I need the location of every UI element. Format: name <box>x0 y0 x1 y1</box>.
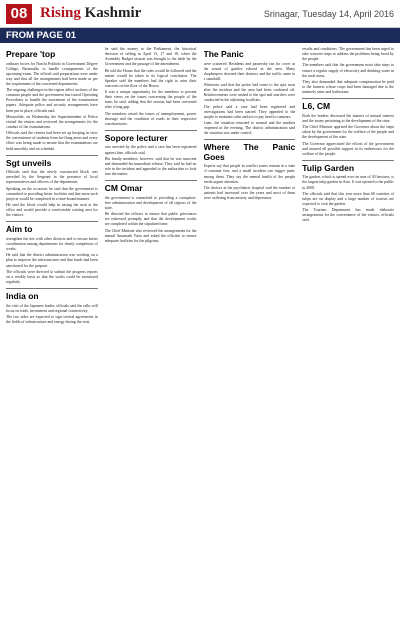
article-paragraph: Both the leaders discussed the matters of mutual interest and the issues pertaining to the development of the state. <box>302 113 394 123</box>
article <box>6 225 98 285</box>
article <box>105 134 197 177</box>
article-paragraph: was arrested by the police and a case has been registered against him, officials said. <box>104 145 197 155</box>
article <box>204 50 296 136</box>
dateline: Srinagar, Tuesday 14, April 2016 <box>263 8 394 19</box>
article <box>6 159 98 219</box>
article-paragraph: Experts say that people in conflict zones remain in a state of constant fear, and a small incident can trigger panic among them. They say the mental health of the people needs urgent attention. <box>203 164 296 184</box>
article-paragraph: The ongoing challenges in the region affect sections of the common people and the government has issued Operating Procedures to handle the movement of the examination papers. Adequate police and security arrangements have been put in place, officials said. <box>6 88 98 113</box>
article-paragraph: His family members, however, said that he was innocent and demanded his immediate release. They said he had no role in the incident and appealed to the authorities to look into the matter. <box>104 156 197 177</box>
article-paragraph: The police said a case had been registered and investigations had been started. They appealed to the people to maintain calm and not to pay heed to rumours. <box>203 104 296 119</box>
article-paragraph: He said that the district administration was working on a plan to improve the infrastructure and that funds had been sanctioned for the purpose. <box>6 253 98 268</box>
brand-logo <box>40 5 141 22</box>
article-paragraph: The officials said that this year more than 60 varieties of tulips are on display and a large number of tourists are expected to visit the garden. <box>302 191 394 206</box>
article-separator <box>105 130 197 131</box>
article-paragraph: He told the House that the rules would be followed and the matter would be taken to its logical conclusion. The Speaker said the members had the right to raise their concerns on the floor of the House. <box>104 68 197 88</box>
article-separator <box>302 160 394 161</box>
article-headline: Prepare 'top <box>6 49 56 59</box>
article-separator <box>6 288 98 289</box>
article-separator <box>302 98 394 99</box>
column-2 <box>105 47 197 642</box>
article <box>302 102 394 157</box>
article-paragraph: were scattered. Residents and passersby ran for cover as the sound of gunfire echoed in the area. Many shopkeepers downed their shutters and the traffic came to a standstill. <box>203 61 296 81</box>
article-paragraph: They also demanded that adequate compensation be paid to the farmers whose crops had been damaged due to the untimely rains and hailstorms. <box>302 79 394 95</box>
article-paragraph: Speaking on the occasion, he said that the government is committed to providing better facilities and that more such projects would be completed in a time-bound manner. <box>6 186 98 201</box>
article-separator <box>204 139 296 140</box>
article-paragraph: The garden, which is spread over an area of 30 hectares, is the largest tulip garden in Asia. It was opened to the public in 2008. <box>302 175 394 190</box>
article <box>302 47 394 95</box>
article-headline: Tulip Garden <box>302 162 355 173</box>
article-paragraph: the government is committed to providing a corruption-free administration and development of all regions of the state. <box>104 195 197 210</box>
article-paragraph: The doctors at the psychiatric hospital said the number of patients had increased over the years and most of them were suffering from anxiety and depression. <box>203 185 296 201</box>
article-paragraph: Officials said that the newly constructed block was unveiled by the Sergeant in the presence of local representatives and officers of the department. <box>6 170 98 185</box>
article-paragraph: The Tourism Department has made elaborate arrangements for the convenience of the visitors, officials said. <box>302 208 394 223</box>
section-title-text: FROM PAGE 01 <box>6 30 77 41</box>
article-headline: The Panic <box>203 49 244 59</box>
article-paragraph: strengthen the ties with other districts and to ensure better coordination among departments for timely completion of works. <box>6 236 98 252</box>
section-title <box>0 28 400 43</box>
article-paragraph: He said the block would help in easing the rush at the office and would provide a comfortable waiting area for the visitors. <box>6 203 98 218</box>
article <box>204 143 296 201</box>
article-headline: India on <box>6 291 39 302</box>
columns <box>0 43 400 642</box>
article-paragraph: The Governor appreciated the efforts of the government and assured all possible support in its endeavours for the welfare of the people. <box>302 141 394 156</box>
article <box>105 47 197 127</box>
article-paragraph: Witnesses said that the police had come to the spot soon after the incident and the area had been cordoned off. Reinforcements were rushed to the spot and searches were conducted in the adjoining localities. <box>203 83 296 103</box>
article <box>302 164 394 224</box>
article-paragraph: ordinary boxes for Narchi Pokhalo in Government Degree College, Baramulla, to handle consignments of the upcoming exam. The official said preparations were under way and that all the arrangements had been made as per the requirement of the concerned departments. <box>6 61 98 86</box>
article-paragraph: the visit of the Japanese leader, officials said the talks will focus on trade, investment and regional connectivity. <box>6 303 98 313</box>
article <box>105 184 197 244</box>
article-paragraph: Meanwhile, on Wednesday the Superintendent of Police visited the centres and reviewed the arrangements for the conduct of the examinations. <box>6 114 98 129</box>
article-separator <box>6 221 98 222</box>
article <box>6 292 98 325</box>
article-headline: CM Omar <box>104 183 143 194</box>
article-paragraph: The two sides are expected to sign several agreements in the fields of infrastructure and energy during the visit. <box>6 314 98 325</box>
article-paragraph: Later, the situation returned to normal and the markets reopened in the evening. The district administration said the situation was under control. <box>203 121 296 136</box>
article-headline: L6, CM <box>302 101 331 112</box>
article-headline: Where The Panic Goes <box>203 142 296 162</box>
masthead <box>0 0 400 28</box>
article-paragraph: he said the money to the Parliament, the historical decision of selling in April 13, 17 and 18, when the Assembly Budget session was brought to the table by the Government and the passage of the amendment. <box>104 47 197 67</box>
brand-part-kashmir: Kashmir <box>84 5 142 21</box>
article-paragraph: Officials said the centres had been set up keeping in view the convenience of students from far-flung areas and every effort was being made to ensure that the examinations are held smoothly and on schedule. <box>6 131 98 151</box>
column-4 <box>302 47 394 642</box>
article-separator <box>6 155 98 156</box>
article <box>6 50 98 152</box>
brand-part-rising: Rising <box>40 5 85 21</box>
article-paragraph: The Chief Minister also reviewed the arrangements for the annual Amarnath Yatra and asked the officials to ensure adequate facilities for the pilgrims. <box>104 228 197 243</box>
page-number: 08 <box>6 4 32 24</box>
column-3 <box>204 47 296 642</box>
article-paragraph: The members said that the government must take steps to ensure a regular supply of electricity and drinking water in the rural areas. <box>302 63 394 78</box>
article-headline: Sopore lecturer <box>104 132 168 143</box>
article-headline: Sgt unveils <box>6 157 52 168</box>
article-paragraph: The Chief Minister apprised the Governor about the steps taken by the government for the welfare of the people and the development of the state. <box>302 125 394 140</box>
article-paragraph: results and conditions. The government has been urged to take concrete steps to address the problems being faced by the people. <box>302 47 394 62</box>
article-paragraph: The members raised the issues of unemployment, power shortage and the condition of roads in their respective constituencies. <box>104 111 197 126</box>
article-headline: Aim to <box>6 224 33 235</box>
article-paragraph: It was a unique opportunity for the members to present their views on the issues concerning the people of the state, he said, adding that the session had been convened after a long gap. <box>104 90 197 110</box>
article-paragraph: He directed the officers to ensure that public grievances are redressed promptly and that the development works are completed within the stipulated time. <box>104 212 197 227</box>
article-paragraph: The officials were directed to submit the progress reports on a weekly basis so that the works could be monitored regularly. <box>6 269 98 284</box>
article-separator <box>105 180 197 181</box>
column-1 <box>6 47 98 642</box>
